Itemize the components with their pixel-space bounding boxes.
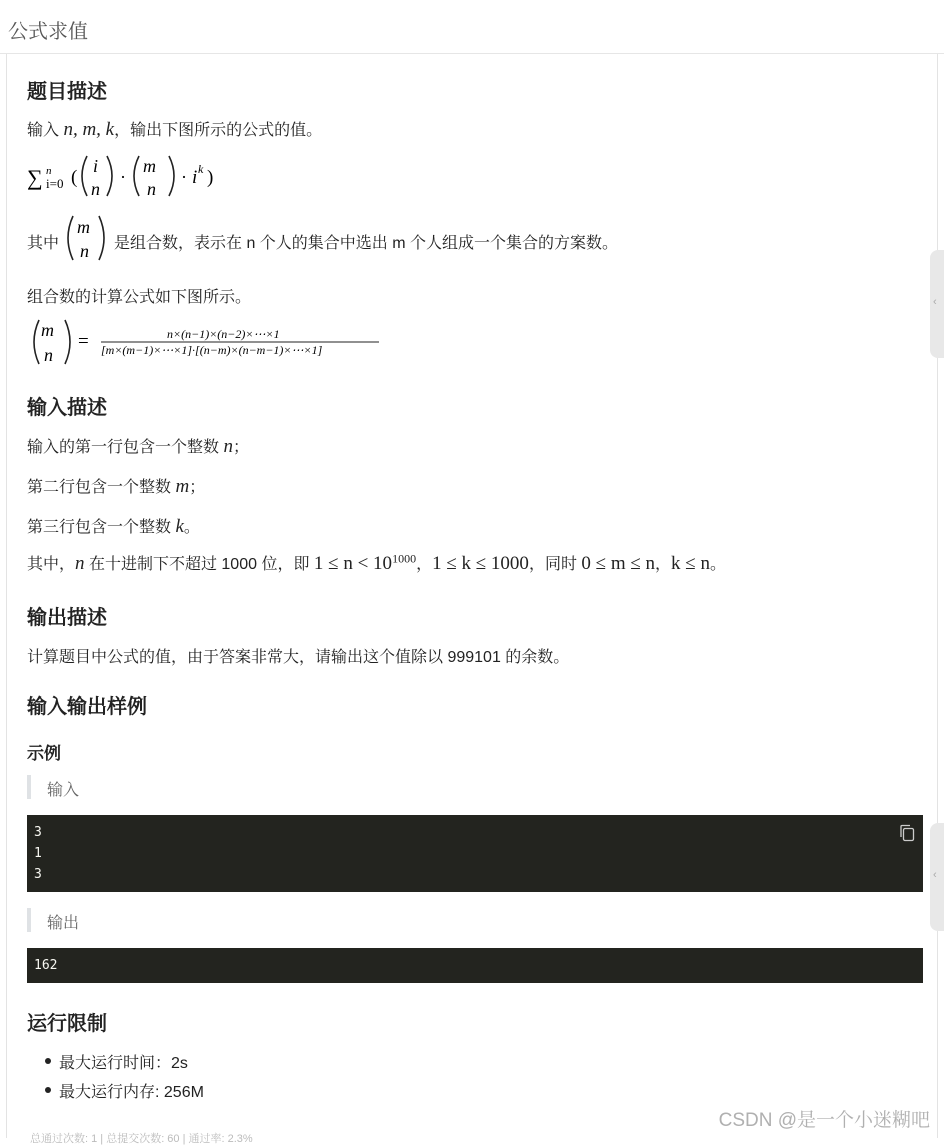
- binom-top: m: [41, 320, 54, 340]
- side-panel-handle-top[interactable]: [930, 250, 944, 358]
- bound-1: 1 ≤ n < 10: [313, 553, 393, 574]
- frac-numerator: n×(n−1)×(n−2)×⋯×1: [167, 327, 280, 341]
- code-line: 3: [34, 825, 42, 840]
- title-bar: [0, 0, 944, 54]
- svg-text:): ): [207, 167, 214, 188]
- sum-upper: n: [46, 165, 52, 177]
- binom-bottom-2: n: [147, 179, 156, 199]
- sum-lower: i=0: [46, 176, 64, 191]
- input-line-4: 其中，n 在十进制下不超过 1000 位，即 $1 \le n < 10^{1000}$，1 ≤ k ≤ 1000，同时 0 ≤ m ≤ n，k ≤ n。: [27, 551, 726, 574]
- bound-1-exp: 1000: [392, 551, 417, 566]
- svg-text:=: =: [78, 331, 89, 352]
- code-line: 162: [34, 958, 58, 973]
- sample-heading: 输入输出样例: [27, 696, 147, 718]
- svg-text:(: (: [71, 167, 78, 188]
- power-base: i: [192, 167, 198, 188]
- desc-line-3: 组合数的计算公式如下图所示。: [27, 289, 252, 306]
- limits-heading: 运行限制: [27, 1013, 107, 1035]
- bound-3: 0 ≤ m ≤ n: [581, 553, 656, 574]
- binom-formula: [27, 316, 407, 370]
- sum-formula: [27, 150, 227, 204]
- sum-sigma: ∑: [27, 165, 43, 190]
- side-panel-handle-bottom[interactable]: [930, 823, 944, 931]
- footer-stats: 总通过次数: 1 | 总提交次数: 60 | 通过率: 2.3%: [30, 1133, 253, 1145]
- input-heading: 输入描述: [27, 397, 107, 419]
- desc-line-1: 输入 n, m, k，输出下图所示的公式的值。: [27, 119, 323, 140]
- svg-text:·: ·: [181, 167, 187, 187]
- page-title: 公式求值: [8, 21, 88, 43]
- bound-2: 1 ≤ k ≤ 1000: [432, 553, 529, 574]
- desc-line-2: 其中 m n 是组合数，表示在 n 个人的集合中选出 m 个人组成一个集合的方案数。: [27, 212, 924, 264]
- svg-text:m: m: [77, 217, 90, 237]
- frac-denominator: [m×(m−1)×⋯×1]·[(n−m)×(n−m−1)×⋯×1]: [101, 343, 323, 357]
- input-line-1: 输入的第一行包含一个整数 n；: [27, 436, 249, 457]
- svg-text:·: ·: [120, 167, 126, 187]
- output-line: 计算题目中公式的值，由于答案非常大，请输出这个值除以 999101 的余数。: [27, 649, 570, 666]
- output-label-quote: [27, 908, 924, 932]
- bound-4: k ≤ n: [671, 553, 710, 574]
- output-code-block[interactable]: [27, 948, 923, 983]
- desc-heading: 题目描述: [27, 81, 107, 103]
- svg-text:n: n: [80, 241, 89, 261]
- chevron-left-icon: ‹: [933, 296, 937, 308]
- code-line: 1: [34, 846, 42, 861]
- input-label: 输入: [47, 782, 80, 799]
- input-line-3: 第三行包含一个整数 k。: [27, 516, 200, 537]
- input-code-block[interactable]: [27, 815, 923, 892]
- output-label: 输出: [47, 915, 80, 932]
- copy-icon[interactable]: [899, 824, 915, 842]
- chevron-left-icon: ‹: [933, 869, 937, 881]
- input-label-quote: [27, 775, 924, 799]
- binom-inline: [63, 212, 111, 264]
- binom-bottom-1: n: [91, 179, 100, 199]
- watermark: CSDN @是一个小迷糊吧: [718, 1110, 930, 1131]
- problem-content: 题目描述 输入 n, m, k，输出下图所示的公式的值。 ∑ n i=0 ( i n · m n · i k ) 其中 m n 是组合数，表示在 n 个人的集合中选出 m 个人组成一个集合的方案数。 组合数的计算公式如下图所示。 m n = n×(n−1)×(n−2)×⋯×1 [m×(m−1)×⋯×1]·[(n−m)×(n−m−1)×⋯×1] 输入描述 输入的第一行包含一个整数 n； 第二行包含一个整数 m； 第三行包含一个整数 k。 其中，n 在十进制下不超过 1000 位，即 $1 \le n < 10^{1000}$，1 ≤ k ≤ 1000，同时 0 ≤ m ≤ n，k ≤ n。 输出描述 计算题目中公式的值，由于答案非常大，请输出这个值除以 999101 的余数。 输入输出样例 示例 输入 3 1 3 输出 162 运行限制 最大运行时间：2s 最大运行内存: 256M: [6, 54, 938, 1138]
- output-heading: 输出描述: [27, 607, 107, 629]
- binom-top-1: i: [93, 156, 99, 176]
- input-line-2: 第二行包含一个整数 m；: [27, 476, 206, 497]
- binom-top-2: m: [143, 156, 156, 176]
- binom-bottom: n: [44, 345, 53, 365]
- power-exp: k: [198, 162, 204, 176]
- code-line: 3: [34, 867, 42, 882]
- example-heading: 示例: [27, 744, 61, 763]
